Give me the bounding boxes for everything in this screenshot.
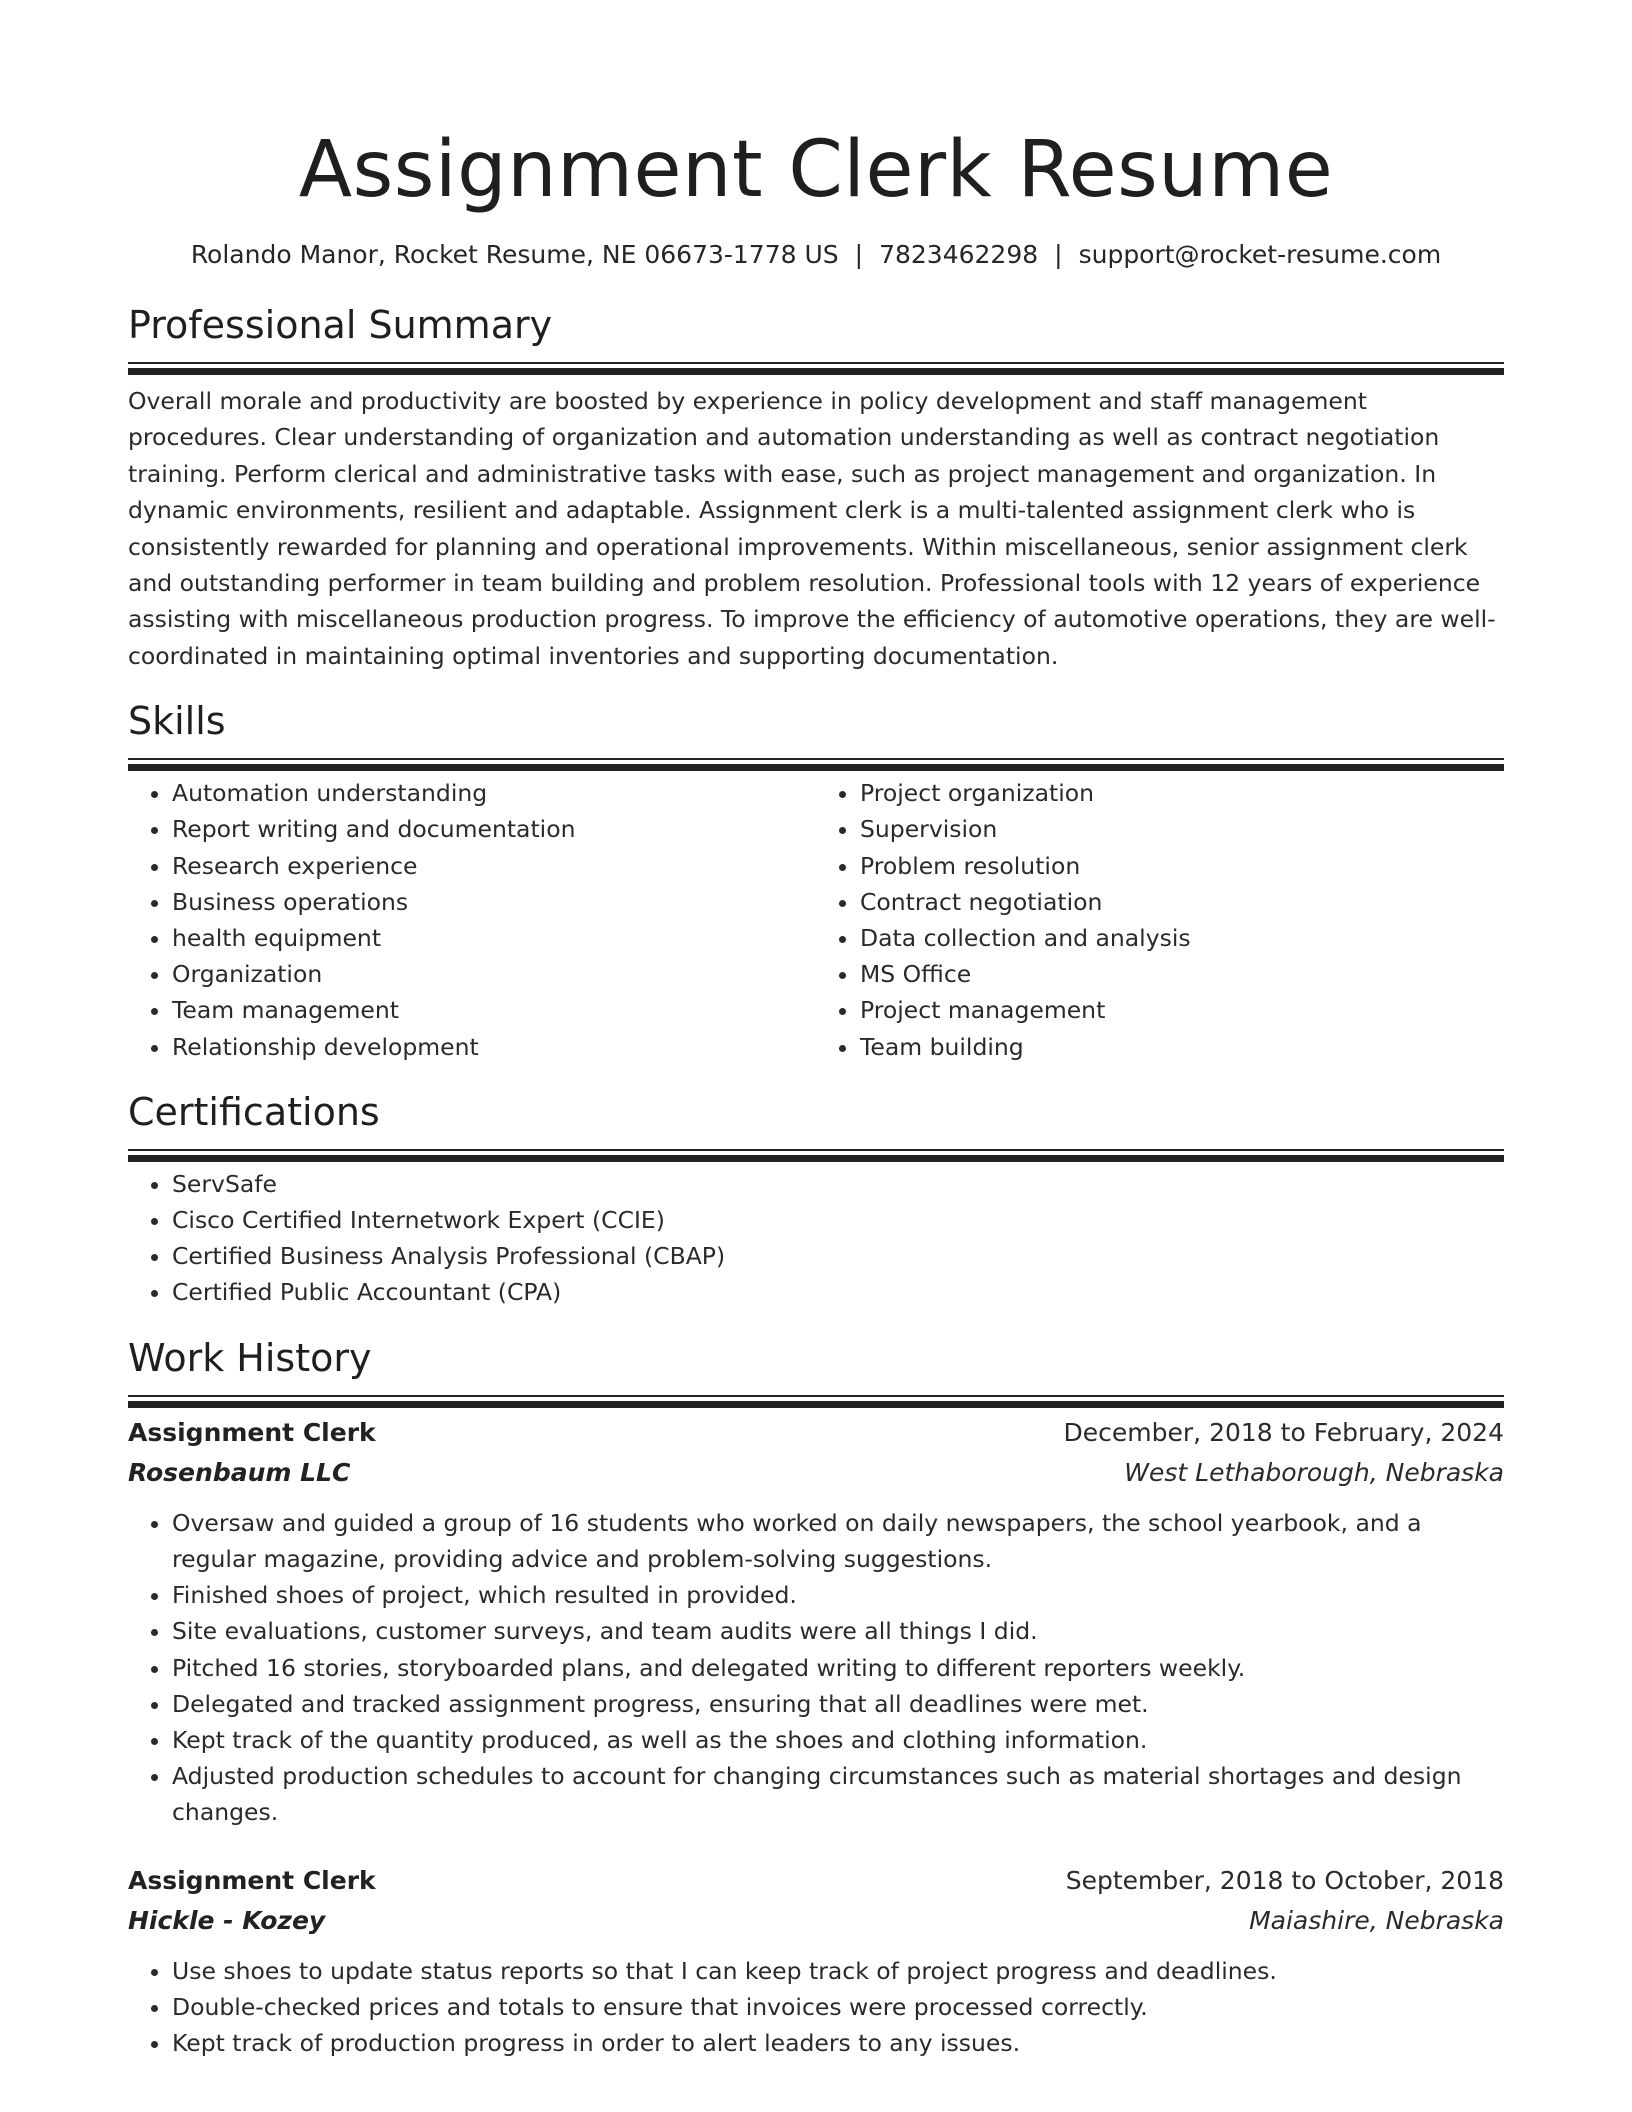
skill-item: • Contract negotiation bbox=[860, 884, 1504, 920]
job-duty-item: • Finished shoes of project, which resulted in provided. bbox=[172, 1577, 1504, 1613]
skill-item: • Project management bbox=[860, 992, 1504, 1028]
section-divider bbox=[128, 362, 1504, 370]
job-title: Assignment Clerk bbox=[128, 1865, 376, 1895]
skill-item: • Project organization bbox=[860, 775, 1504, 811]
job-duty-item: • Adjusted production schedules to account for changing circumstances such as material shortages and design changes. bbox=[172, 1758, 1504, 1830]
job-location: West Lethaborough, Nebraska bbox=[1124, 1457, 1504, 1487]
job-header bbox=[128, 1861, 1504, 1901]
skill-item: • Data collection and analysis bbox=[860, 920, 1504, 956]
job-title: Assignment Clerk bbox=[128, 1417, 376, 1447]
contact-separator: | bbox=[854, 240, 864, 269]
certifications-heading: Certifications bbox=[128, 1089, 380, 1134]
contact-address: Rolando Manor, Rocket Resume, NE 06673-1778 US bbox=[190, 240, 839, 269]
skill-item: • Report writing and documentation bbox=[172, 811, 816, 847]
skill-item: • Business operations bbox=[172, 884, 816, 920]
certification-item: • Certified Business Analysis Professional (CBAP) bbox=[172, 1238, 1504, 1274]
job-location: Maiashire, Nebraska bbox=[1249, 1905, 1504, 1935]
certification-item: • Certified Public Accountant (CPA) bbox=[172, 1274, 1504, 1310]
job-duty-item: • Use shoes to update status reports so that I can keep track of project progress and deadlines. bbox=[172, 1953, 1504, 1989]
job-duties bbox=[128, 1953, 1504, 2062]
contact-phone: 7823462298 bbox=[879, 240, 1039, 269]
job-duty-item: • Oversaw and guided a group of 16 students who worked on daily newspapers, the school yearbook, and a regular magazine, providing advice and problem-solving suggestions. bbox=[172, 1505, 1504, 1577]
skill-item: • Automation understanding bbox=[172, 775, 816, 811]
certifications-section bbox=[128, 1087, 1504, 1311]
resume-page bbox=[128, 0, 1504, 2061]
work-history-heading: Work History bbox=[128, 1335, 372, 1380]
contact-email: support@rocket-resume.com bbox=[1078, 240, 1442, 269]
job-duty-item: • Kept track of the quantity produced, as well as the shoes and clothing information. bbox=[172, 1722, 1504, 1758]
skill-item: • Relationship development bbox=[172, 1029, 816, 1065]
skills-heading: Skills bbox=[128, 699, 226, 744]
contact-line bbox=[128, 238, 1504, 272]
job-duties bbox=[128, 1505, 1504, 1831]
skill-item: • Research experience bbox=[172, 848, 816, 884]
skills-grid bbox=[128, 775, 1504, 1065]
certification-item: • Cisco Certified Internetwork Expert (CCIE) bbox=[172, 1202, 1504, 1238]
skills-section bbox=[128, 696, 1504, 1065]
skills-list-left bbox=[128, 775, 816, 1065]
contact-separator: | bbox=[1054, 240, 1063, 269]
section-divider bbox=[128, 758, 1504, 766]
job-company: Rosenbaum LLC bbox=[128, 1457, 351, 1487]
section-divider bbox=[128, 1149, 1504, 1157]
skill-item: • Organization bbox=[172, 956, 816, 992]
job-duty-item: • Kept track of production progress in order to alert leaders to any issues. bbox=[172, 2025, 1504, 2061]
job-entry bbox=[128, 1413, 1504, 1831]
job-duty-item: • Pitched 16 stories, storyboarded plans, and delegated writing to different reporters weekly. bbox=[172, 1650, 1504, 1686]
resume-title: Assignment Clerk Resume bbox=[298, 125, 1334, 215]
skill-item: • Team building bbox=[860, 1029, 1504, 1065]
job-subheader bbox=[128, 1901, 1504, 1941]
job-header bbox=[128, 1413, 1504, 1453]
skill-item: • Supervision bbox=[860, 811, 1504, 847]
job-duty-item: • Site evaluations, customer surveys, and team audits were all things I did. bbox=[172, 1613, 1504, 1649]
job-duty-item: • Double-checked prices and totals to ensure that invoices were processed correctly. bbox=[172, 1989, 1504, 2025]
summary-text: Overall morale and productivity are boosted by experience in policy development and staff management procedures. Clear understanding of organization and automation understanding as well as contract negotiation training. Perform clerical and administrative tasks with ease, such as project management and organization. In dynamic environments, resilient and adaptable. Assignment clerk is a multi-talented assignment clerk who is consistently rewarded for planning and operational improvements. Within miscellaneous, senior assignment clerk and outstanding performer in team building and problem resolution. Professional tools with 12 years of experience assisting with miscellaneous production progress. To improve the efficiency of automotive operations, they are well-coordinated in maintaining optimal inventories and supporting documentation. bbox=[128, 387, 1496, 670]
skills-list-right bbox=[816, 775, 1504, 1065]
job-subheader bbox=[128, 1453, 1504, 1493]
work-history-section bbox=[128, 1333, 1504, 2061]
section-divider bbox=[128, 1395, 1504, 1403]
skill-item: • Problem resolution bbox=[860, 848, 1504, 884]
summary-section bbox=[128, 300, 1504, 674]
certification-item: • ServSafe bbox=[172, 1166, 1504, 1202]
job-entry bbox=[128, 1861, 1504, 2062]
skill-item: • Team management bbox=[172, 992, 816, 1028]
job-dates: December, 2018 to February, 2024 bbox=[1063, 1417, 1504, 1447]
certifications-list bbox=[128, 1166, 1504, 1311]
job-dates: September, 2018 to October, 2018 bbox=[1065, 1865, 1504, 1895]
job-duty-item: • Delegated and tracked assignment progress, ensuring that all deadlines were met. bbox=[172, 1686, 1504, 1722]
skill-item: • MS Office bbox=[860, 956, 1504, 992]
summary-heading: Professional Summary bbox=[128, 303, 553, 347]
job-company: Hickle - Kozey bbox=[128, 1905, 326, 1935]
skill-item: • health equipment bbox=[172, 920, 816, 956]
